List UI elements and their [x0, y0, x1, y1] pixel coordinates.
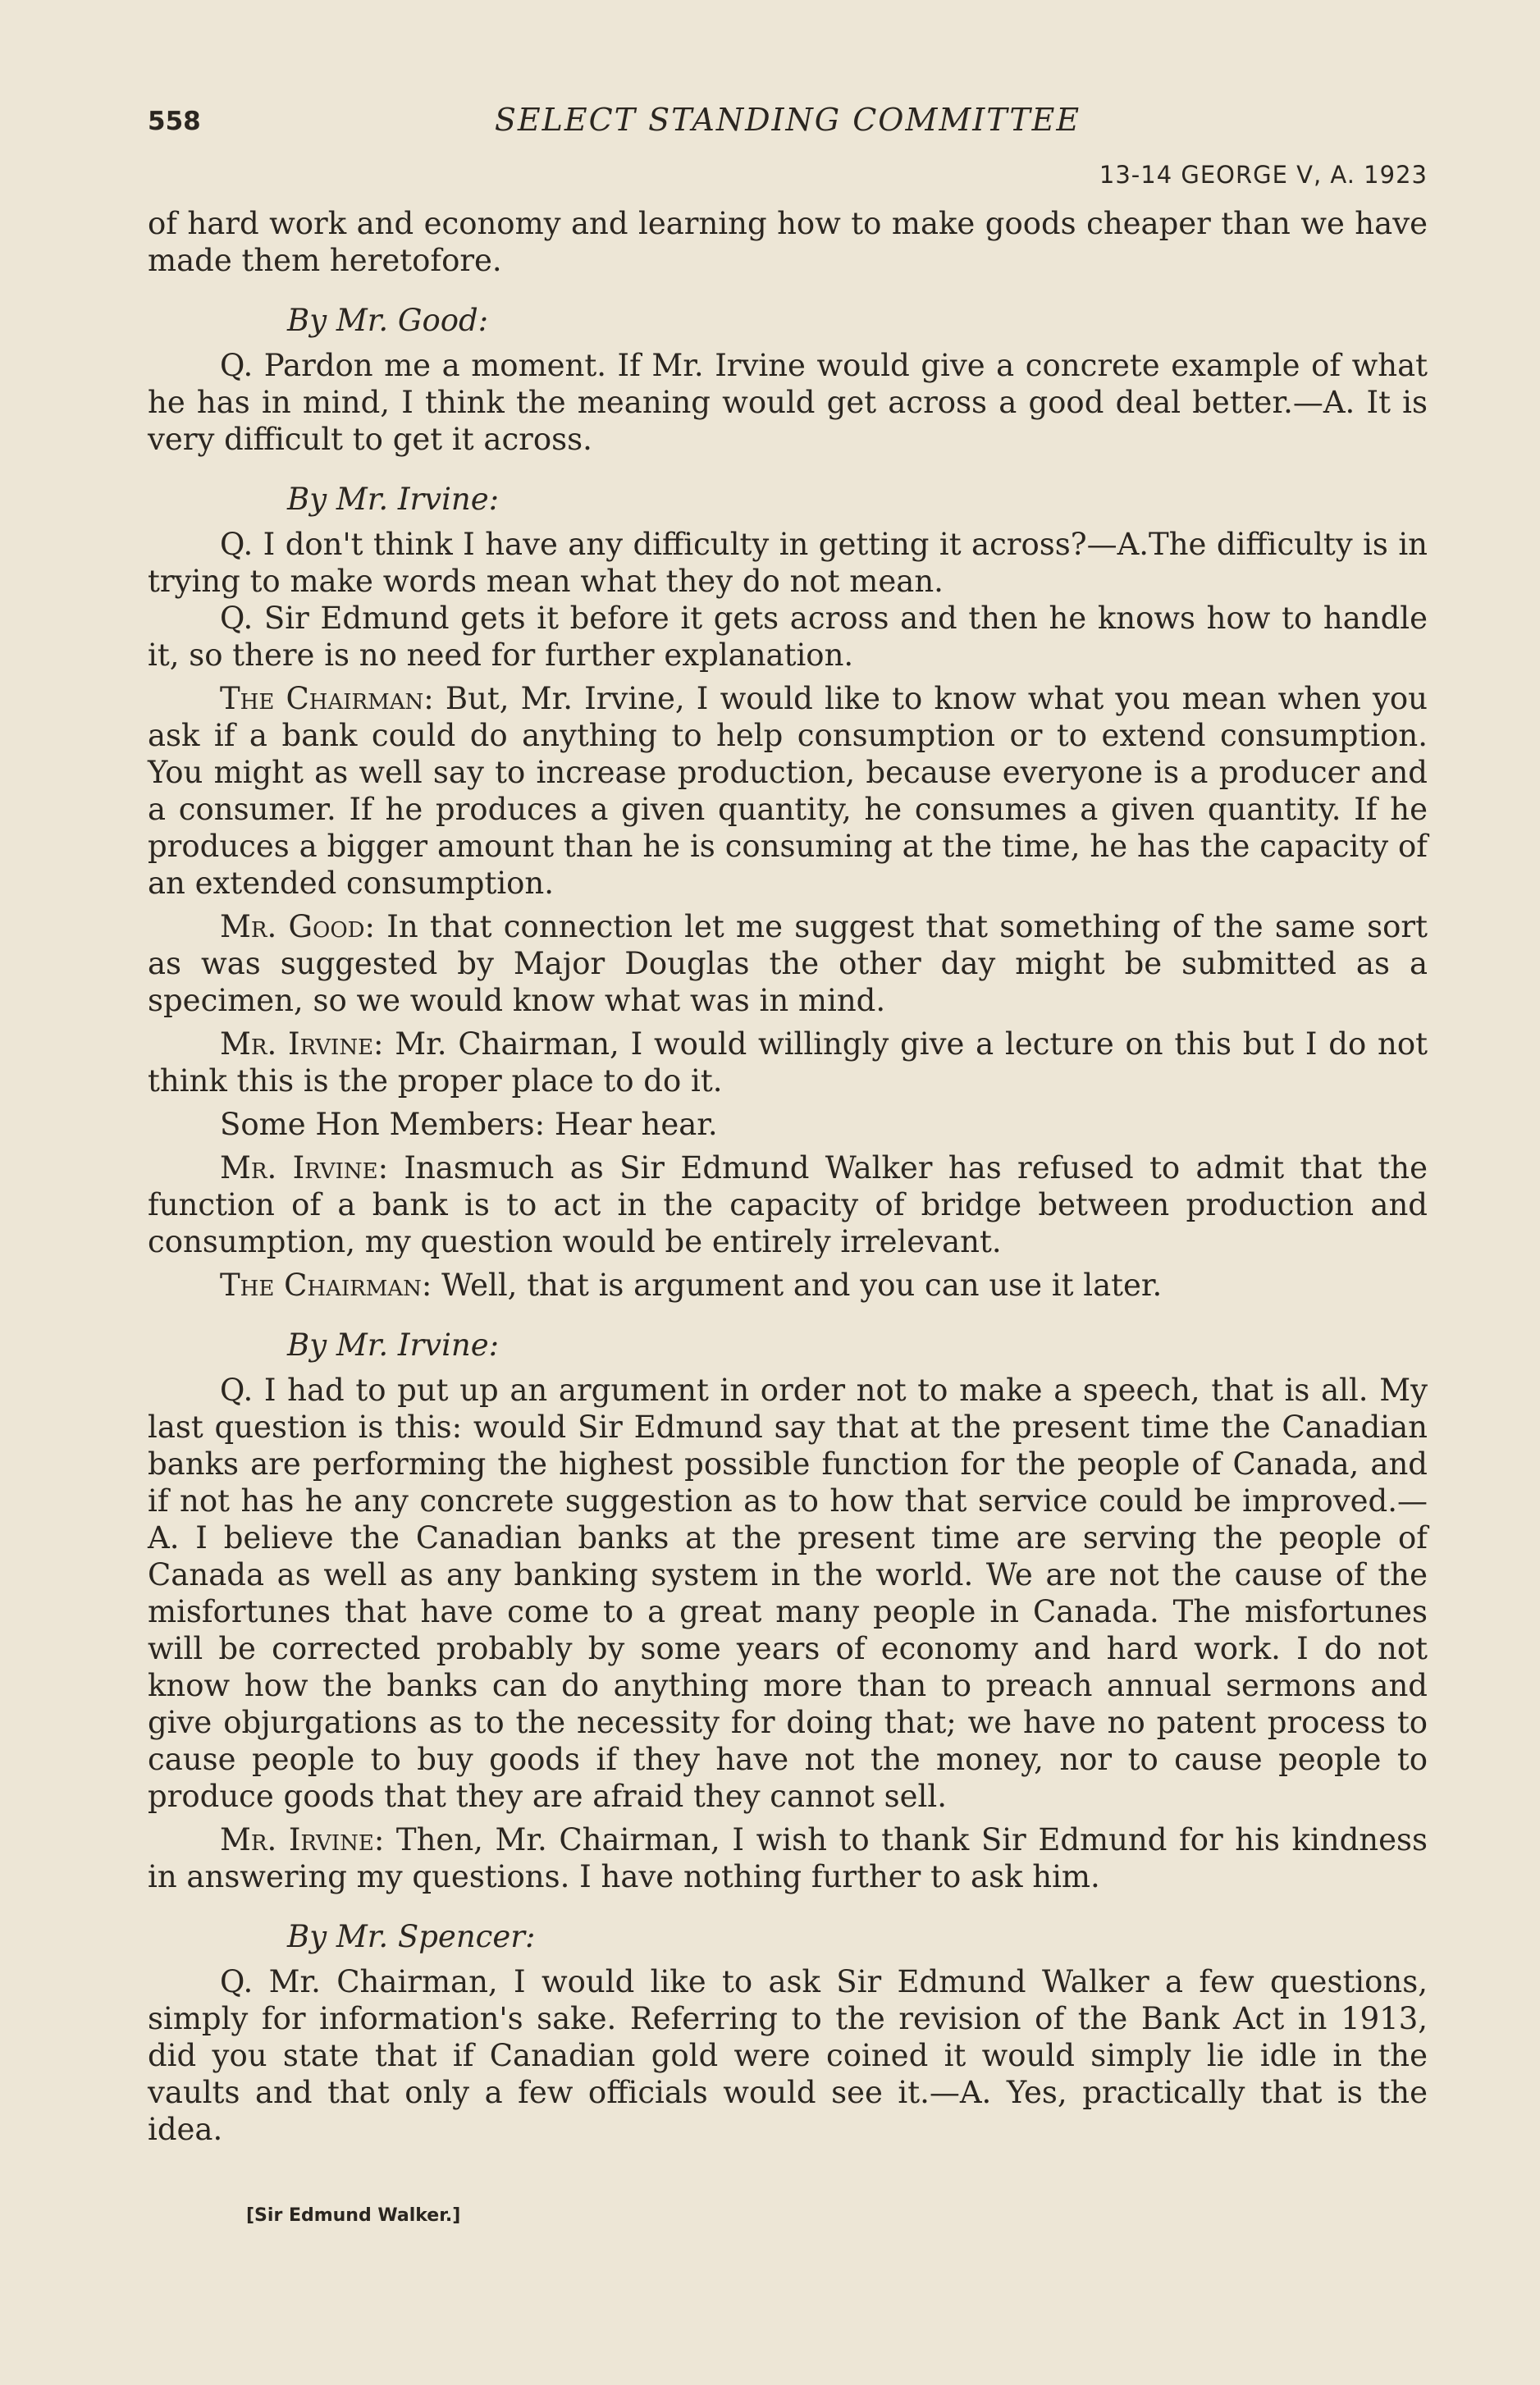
speech-paragraph: Mr. Irvine: Then, Mr. Chairman, I wish to thank Sir Edmund for his kindness in answering my questions. I have nothing further to ask him.: [148, 1822, 1428, 1894]
paragraph: Some Hon Members: Hear hear.: [220, 1107, 718, 1142]
speech-text: But, Mr. Irvine, I would like to know what you mean when you ask if a bank could do anything to help consumption or to extend consumption. You might as well say to increase production, because everyone is a producer and a consumer. If he produces a given quantity, he consumes a given quantity. If he produces a bigger amount than he is consuming at the time, he has the capacity of an extended consumption.: [148, 681, 1428, 901]
paragraph: Q. Pardon me a moment. If Mr. Irvine would give a concrete example of what he has in mind, I think the meaning would get across a good deal better.—A. It is very difficult to get it across.: [148, 348, 1428, 457]
session-reference: 13-14 GEORGE V, A. 1923: [1099, 161, 1428, 189]
speech-text: Mr. Chairman, I would willingly give a lecture on this but I do not think this is the proper place to do it.: [148, 1026, 1428, 1099]
examiner-heading: By Mr. Irvine:: [287, 482, 500, 517]
examiner-heading: By Mr. Spencer:: [287, 1919, 536, 1954]
witness-footer: [Sir Edmund Walker.]: [246, 2205, 461, 2226]
paragraph: Q. Sir Edmund gets it before it gets across and then he knows how to handle it, so there is no need for further explanation.: [148, 601, 1428, 673]
speech-text: Then, Mr. Chairman, I wish to thank Sir Edmund for his kindness in answering my questions. I have nothing further to ask him.: [148, 1822, 1428, 1894]
speech-text: Well, that is argument and you can use it later.: [441, 1268, 1163, 1303]
speech-paragraph: Mr. Irvine: Inasmuch as Sir Edmund Walker has refused to admit that the function of a bank is to act in the capacity of bridge between production and consumption, my question would be entirely irrelevant.: [148, 1150, 1428, 1259]
speech-text: Inasmuch as Sir Edmund Walker has refused to admit that the function of a bank is to act in the capacity of bridge between production and consumption, my question would be entirely irrelevant.: [148, 1150, 1428, 1259]
speaker-name: Mr. Irvine: [220, 1026, 374, 1062]
speech-paragraph: The Chairman: Well, that is argument and you can use it later.: [220, 1268, 1163, 1303]
speaker-name: Mr. Irvine: [220, 1822, 374, 1857]
speaker-name: Mr. Good: [220, 909, 365, 944]
speech-paragraph: Mr. Good: In that connection let me suggest that something of the same sort as was suggested by Major Douglas the other day might be submitted as a specimen, so we would know what was in mind.: [148, 909, 1428, 1018]
speech-paragraph: Mr. Irvine: Mr. Chairman, I would willingly give a lecture on this but I do not think this is the proper place to do it.: [148, 1026, 1428, 1099]
speech-text: In that connection let me suggest that something of the same sort as was suggested by Major Douglas the other day might be submitted as a specimen, so we would know what was in mind.: [148, 909, 1428, 1018]
speaker-name: The Chairman: [220, 1268, 422, 1303]
speech-paragraph: The Chairman: But, Mr. Irvine, I would like to know what you mean when you ask if a bank could do anything to help consumption or to extend consumption. You might as well say to increase production, because everyone is a producer and a consumer. If he produces a given quantity, he consumes a given quantity. If he produces a bigger amount than he is consuming at the time, he has the capacity of an extended consumption.: [148, 681, 1428, 901]
page-header: [148, 97, 1428, 146]
paragraph: Q. I had to put up an argument in order not to make a speech, that is all. My last question is this: would Sir Edmund say that at the present time the Canadian banks are performing the highest possible function for the people of Canada, and if not has he any concrete suggestion as to how that service could be improved.—A. I believe the Canadian banks at the present time are serving the people of Canada as well as any banking system in the world. We are not the cause of the misfortunes that have come to a great many people in Canada. The misfortunes will be corrected probably by some years of economy and hard work. I do not know how the banks can do anything more than to preach annual sermons and give objurgations as to the necessity for doing that; we have no patent process to cause people to buy goods if they have not the money, nor to cause people to produce goods that they are afraid they cannot sell.: [148, 1373, 1428, 1814]
speaker-name: Mr. Irvine: [220, 1150, 378, 1186]
paragraph: Q. I don't think I have any difficulty in getting it across?—A.The difficulty is in trying to make words mean what they do not mean.: [148, 527, 1428, 599]
examiner-heading: By Mr. Irvine:: [287, 1327, 500, 1363]
transcript-body: [148, 205, 1428, 2148]
paragraph: Q. Mr. Chairman, I would like to ask Sir Edmund Walker a few questions, simply for information's sake. Referring to the revision of the Bank Act in 1913, did you state that if Canadian gold were coined it would simply lie idle in the vaults and that only a few officials would see it.—A. Yes, practically that is the idea.: [148, 1964, 1428, 2147]
speaker-name: The Chairman: [220, 681, 424, 716]
examiner-heading: By Mr. Good:: [287, 303, 489, 338]
paragraph: of hard work and economy and learning how to make goods cheaper than we have made them heretofore.: [148, 206, 1428, 278]
page-number: 558: [148, 107, 201, 136]
running-title: SELECT STANDING COMMITTEE: [494, 102, 1081, 138]
